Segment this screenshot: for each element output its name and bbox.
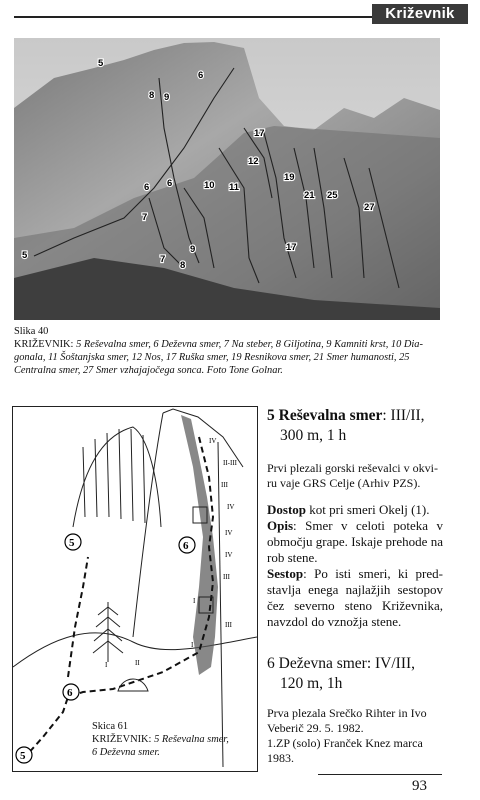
- descent-text: : Po isti smeri, ki pred-stavlja enega najlažjih sestopov čez severno steno Križevnika, navzdol do vznožja stene.: [267, 566, 443, 629]
- route-label: 19: [284, 172, 295, 183]
- grade-mark: III: [223, 573, 230, 581]
- route-label: 21: [304, 190, 315, 201]
- route-label: 6: [167, 178, 173, 189]
- header-rule: [14, 16, 374, 18]
- grade-mark: I: [105, 661, 108, 669]
- route-label: 9: [190, 244, 196, 255]
- route-label: 5: [98, 58, 104, 69]
- route-6-length: 120 m, 1h: [280, 675, 343, 692]
- route-label: 27: [364, 202, 375, 213]
- route-name: 5 Reševalna smer: [267, 407, 383, 424]
- text-line: ru vaje GRS Celje (Arhiv PZS).: [267, 476, 421, 490]
- descent-label: Sestop: [267, 566, 304, 581]
- route-label: 6: [144, 182, 150, 193]
- grade-mark: IV: [209, 437, 217, 445]
- route-marker: 6: [183, 540, 189, 552]
- route-label: 7: [160, 254, 166, 265]
- page-number: 93: [412, 778, 427, 794]
- description-text: : Smer v celoti poteka v območju grape. Iskaje prehode na rob stene.: [267, 518, 443, 565]
- description-label: Opis: [267, 518, 294, 533]
- caption-text: 5 Reševalna smer, 6 Deževna smer, 7 Na steber, 8 Giljotina, 9 Kamniti krst, 10 Dia-: [76, 339, 423, 350]
- grade-mark: III: [221, 481, 228, 489]
- access-text: kot pri smeri Okelj (1).: [309, 502, 430, 517]
- route-label: 5: [22, 250, 28, 261]
- route-6-first-ascent: [267, 706, 443, 766]
- grade-mark: I: [191, 641, 194, 649]
- text-line: 1983.: [267, 751, 294, 765]
- route-label: 9: [164, 92, 170, 103]
- text-line: Veberič 29. 5. 1982.: [267, 721, 364, 735]
- route-5-length: 300 m, 1 h: [280, 427, 347, 444]
- route-label: 17: [254, 128, 265, 139]
- grade-mark: IV: [225, 551, 233, 559]
- route-label: 7: [142, 212, 148, 223]
- route-grade: : IV/III,: [366, 655, 416, 672]
- caption-line: [92, 733, 258, 746]
- route-name: 6 Deževna smer: [267, 655, 367, 672]
- grade-mark: IV: [225, 529, 233, 537]
- description-paragraph: [267, 518, 443, 566]
- sketch-caption: [92, 720, 258, 759]
- sketch-route-path: [25, 437, 213, 757]
- grade-mark: IV: [227, 503, 235, 511]
- descent-paragraph: [267, 566, 443, 630]
- mountain-photo: [14, 38, 440, 320]
- caption-line: gonala, 11 Šoštanjska smer, 12 Nos, 17 Ruška smer, 19 Resnikova smer, 21 Smer humanosti, 25: [14, 352, 410, 363]
- route-label: 10: [204, 180, 215, 191]
- route-grade: : III/II,: [382, 407, 425, 424]
- grade-mark: II: [135, 659, 140, 667]
- route-marker: 5: [20, 750, 26, 762]
- route-5-body: [267, 502, 443, 630]
- figure-label: Slika 40: [14, 326, 49, 337]
- route-label: 12: [248, 156, 259, 167]
- text-line: Prvi plezali gorski reševalci v okvi-: [267, 461, 438, 475]
- caption-lead: KRIŽEVNIK:: [14, 339, 74, 350]
- sketch-trees: [93, 602, 123, 662]
- footer-rule: [318, 774, 442, 775]
- grade-mark: I: [193, 597, 196, 605]
- caption-text: 5 Reševalna smer,: [154, 734, 229, 745]
- chapter-title: Križevnik: [372, 4, 468, 24]
- caption-lead: KRIŽEVNIK:: [92, 734, 152, 745]
- route-5-first-ascent: [267, 461, 443, 491]
- route-sketch: [12, 406, 258, 772]
- sketch-grade-group: [105, 437, 238, 669]
- sketch-mountains: [13, 409, 257, 767]
- sketch-label: Skica 61: [92, 721, 129, 732]
- route-6-title: [267, 654, 415, 674]
- route-label: 17: [286, 242, 297, 253]
- route-marker: 5: [69, 537, 75, 549]
- route-5-title: [267, 406, 425, 426]
- grade-mark: III: [225, 621, 232, 629]
- access-label: Dostop: [267, 502, 307, 517]
- photo-caption: [14, 325, 444, 377]
- route-label: 6: [198, 70, 204, 81]
- route-label: 8: [180, 260, 186, 271]
- access-paragraph: [267, 502, 443, 518]
- caption-line: 6 Deževna smer.: [92, 747, 160, 758]
- route-label: 11: [229, 182, 240, 193]
- text-line: Prva plezala Srečko Rihter in Ivo: [267, 706, 427, 720]
- route-label: 8: [149, 90, 155, 101]
- text-line: 1.ZP (solo) Franček Knez marca: [267, 736, 423, 750]
- route-label: 25: [327, 190, 338, 201]
- route-marker: 6: [67, 687, 73, 699]
- caption-line: [14, 338, 444, 351]
- caption-line: Centralna smer, 27 Smer vzhajajočega sonca. Foto Tone Golnar.: [14, 365, 283, 376]
- grade-mark: II-III: [223, 459, 237, 467]
